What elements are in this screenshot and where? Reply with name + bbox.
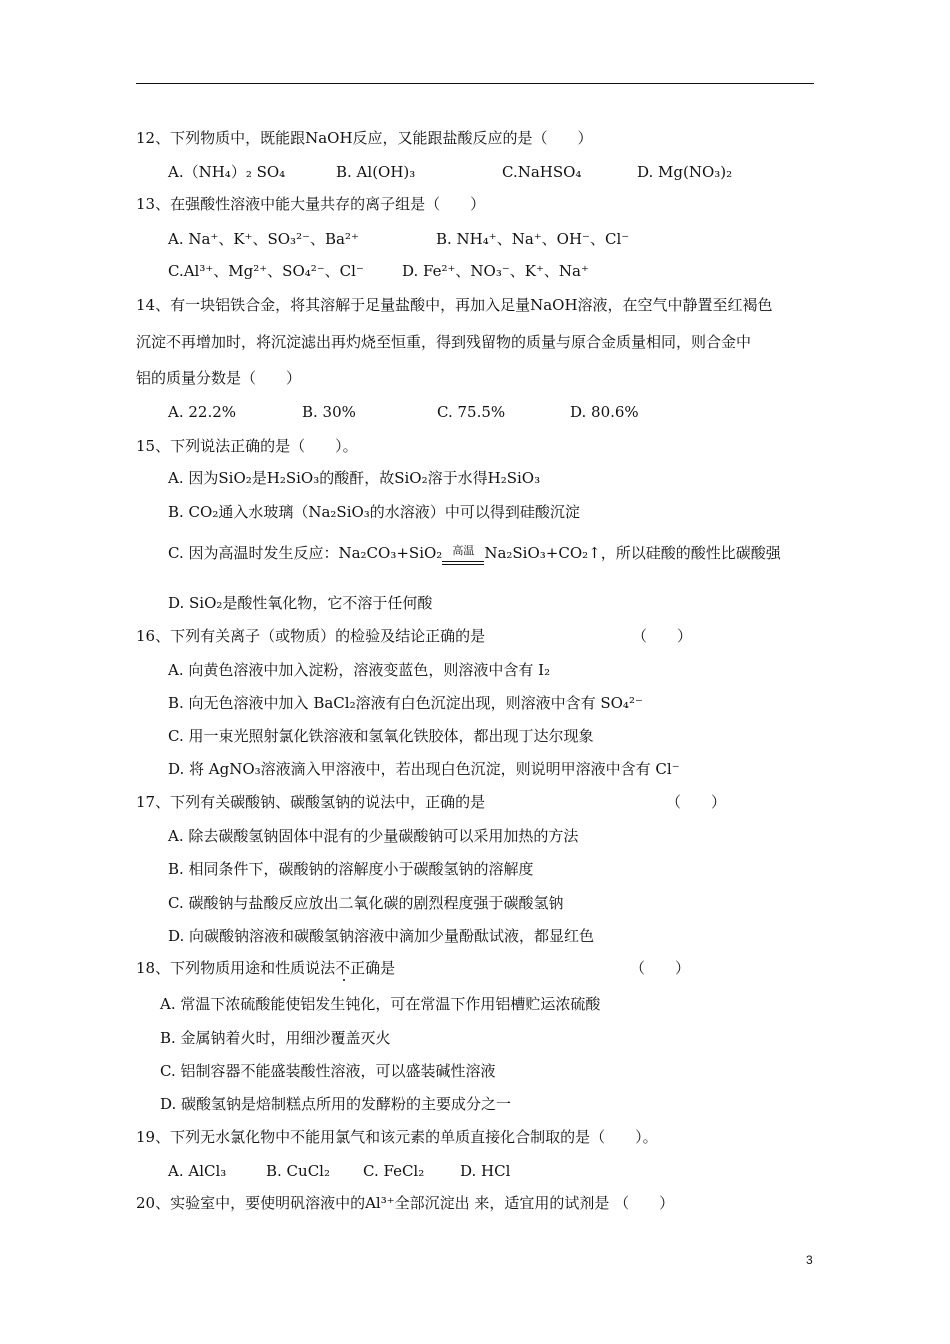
- question-17-bracket: （ ）: [666, 793, 727, 811]
- emphasis-dot-char: 不: [335, 959, 351, 977]
- q12-option-a: A.（NH₄）₂ SO₄: [168, 163, 286, 181]
- q16-option-b: B. 向无色溶液中加入 BaCl₂溶液有白色沉淀出现，则溶液中含有 SO₄²⁻: [168, 694, 643, 712]
- q15-option-c: [168, 541, 781, 563]
- question-16-bracket: （ ）: [632, 627, 693, 645]
- q18-stem-part1: 18、下列物质用途和性质说法: [136, 959, 336, 977]
- question-20-stem: 20、实验室中，要使明矾溶液中的Al³⁺全部沉淀出 来，适宜用的试剂是 （ ）: [136, 1194, 675, 1212]
- q17-option-c: C. 碳酸钠与盐酸反应放出二氧化碳的剧烈程度强于碳酸氢钠: [168, 894, 564, 912]
- question-19-options: [168, 1161, 510, 1181]
- header-rule: [136, 83, 814, 84]
- question-14-stem-line3: 铝的质量分数是（ ）: [136, 369, 302, 387]
- question-13-options-row1: [168, 229, 629, 249]
- question-14-stem-line2: 沉淀不再增加时，将沉淀滤出再灼烧至恒重，得到残留物的质量与原合金质量相同，则合金中: [136, 333, 752, 351]
- q12-option-c: C.NaHSO₄: [502, 163, 582, 181]
- q17-option-a: A. 除去碳酸氢钠固体中混有的少量碳酸钠可以采用加热的方法: [168, 827, 579, 845]
- q18-option-c: C. 铝制容器不能盛装酸性溶液，可以盛装碱性溶液: [160, 1062, 496, 1080]
- question-19-stem: 19、下列无水氯化物中不能用氯气和该元素的单质直接化合制取的是（ ）。: [136, 1128, 658, 1146]
- q14-option-b: B. 30%: [302, 403, 356, 421]
- question-15-stem: 15、下列说法正确的是（ ）。: [136, 437, 358, 455]
- q12-option-b: B. Al(OH)₃: [336, 163, 416, 181]
- question-13-stem: 13、在强酸性溶液中能大量共存的离子组是（ ）: [136, 195, 486, 213]
- q18-option-d: D. 碳酸氢钠是焙制糕点所用的发酵粉的主要成分之一: [160, 1095, 512, 1113]
- q14-option-c: C. 75.5%: [437, 403, 506, 421]
- q17-option-b: B. 相同条件下，碳酸钠的溶解度小于碳酸氢钠的溶解度: [168, 860, 534, 878]
- q15-option-c-part2: Na₂SiO₃+CO₂↑，所以硅酸的酸性比碳酸强: [484, 544, 781, 562]
- q15-option-b: B. CO₂通入水玻璃（Na₂SiO₃的水溶液）中可以得到硅酸沉淀: [168, 503, 580, 521]
- q14-option-d: D. 80.6%: [570, 403, 639, 421]
- q17-option-d: D. 向碳酸钠溶液和碳酸氢钠溶液中滴加少量酚酞试液，都显红色: [168, 927, 595, 945]
- q13-option-b: B. NH₄⁺、Na⁺、OH⁻、Cl⁻: [436, 230, 630, 248]
- q19-option-c: C. FeCl₂: [363, 1162, 425, 1180]
- q16-option-a: A. 向黄色溶液中加入淀粉，溶液变蓝色，则溶液中含有 I₂: [168, 661, 551, 679]
- question-12-stem: 12、下列物质中，既能跟NaOH反应，又能跟盐酸反应的是（ ）: [136, 129, 593, 147]
- q19-option-b: B. CuCl₂: [266, 1162, 330, 1180]
- question-16-stem: 16、下列有关离子（或物质）的检验及结论正确的是: [136, 627, 486, 645]
- q13-option-d: D. Fe²⁺、NO₃⁻、K⁺、Na⁺: [402, 262, 589, 280]
- question-13-options-row2: [168, 261, 589, 281]
- q19-option-d: D. HCl: [460, 1162, 511, 1180]
- question-12-options: [168, 162, 732, 182]
- question-14-stem-line1: 14、有一块铝铁合金，将其溶解于足量盐酸中，再加入足量NaOH溶液，在空气中静置至红褐色: [136, 296, 773, 314]
- q18-option-a: A. 常温下浓硫酸能使铝发生钝化，可在常温下作用铝槽贮运浓硫酸: [160, 995, 601, 1013]
- q15-option-c-part1: C. 因为高温时发生反应：Na₂CO₃+SiO₂: [168, 544, 443, 562]
- q18-stem-part2: 正确是: [350, 959, 396, 977]
- q19-option-a: A. AlCl₃: [168, 1162, 227, 1180]
- question-18-bracket: （ ）: [630, 959, 691, 977]
- q16-option-d: D. 将 AgNO₃溶液滴入甲溶液中，若出现白色沉淀，则说明甲溶液中含有 Cl⁻: [168, 760, 680, 778]
- question-17-stem: 17、下列有关碳酸钠、碳酸氢钠的说法中，正确的是: [136, 793, 486, 811]
- question-18-stem: [136, 958, 395, 978]
- page-number: 3: [806, 1253, 813, 1267]
- reaction-condition: 高温: [442, 541, 484, 561]
- q13-option-c: C.Al³⁺、Mg²⁺、SO₄²⁻、Cl⁻: [168, 262, 364, 280]
- question-14-options: [168, 402, 639, 422]
- q13-option-a: A. Na⁺、K⁺、SO₃²⁻、Ba²⁺: [168, 230, 359, 248]
- q15-option-d: D. SiO₂是酸性氧化物，它不溶于任何酸: [168, 594, 433, 612]
- q16-option-c: C. 用一束光照射氯化铁溶液和氢氧化铁胶体，都出现丁达尔现象: [168, 727, 594, 745]
- q12-option-d: D. Mg(NO₃)₂: [637, 163, 733, 181]
- q15-option-a: A. 因为SiO₂是H₂SiO₃的酸酐，故SiO₂溶于水得H₂SiO₃: [168, 469, 541, 487]
- q18-option-b: B. 金属钠着火时，用细沙覆盖灭火: [160, 1029, 391, 1047]
- q14-option-a: A. 22.2%: [168, 403, 237, 421]
